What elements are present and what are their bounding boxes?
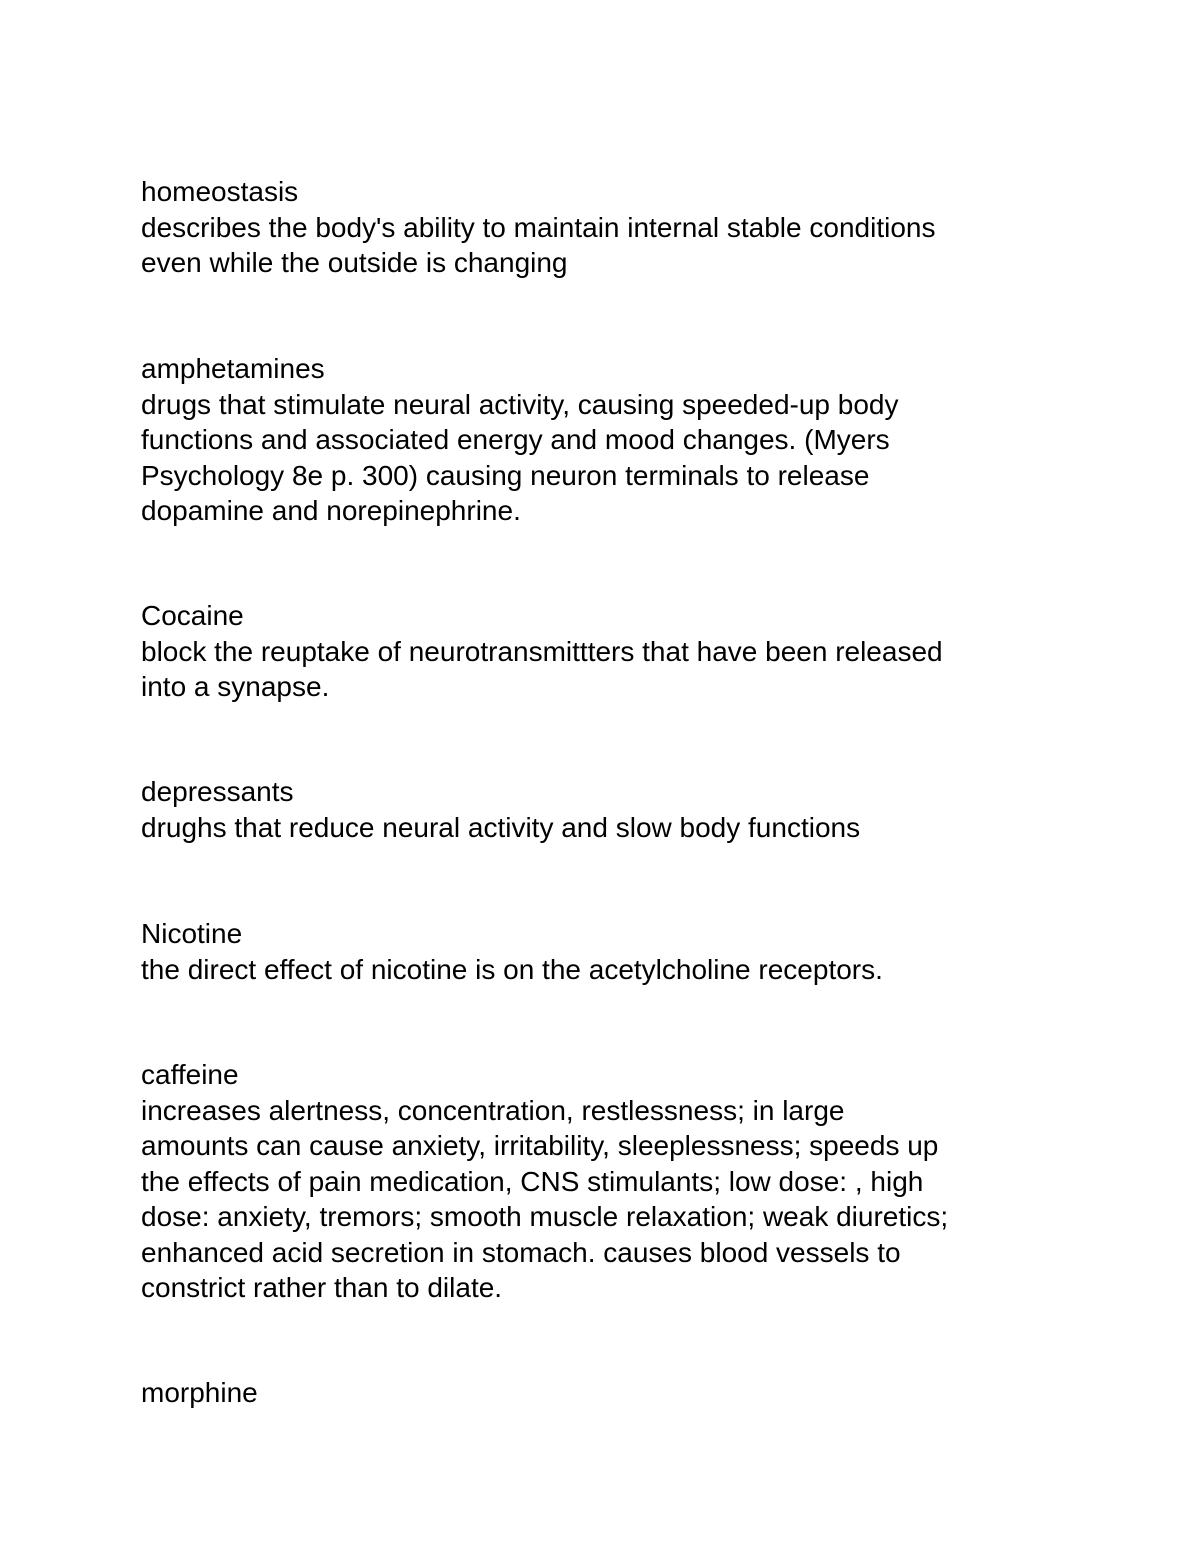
entry-term: homeostasis [141,176,299,207]
entry-caffeine [141,1057,1081,1306]
entry-definition: increases alertness, concentration, restlessness; in large amounts can cause anxiety, irritability, sleeplessness; speeds up the effects of pain medication, CNS stimulants; low dose: , high dose: anxiety, tremors; smooth muscle relaxation; weak diuretics; enhanced acid secretion in stomach. causes blood vessels to constrict rather than to dilate. [141,1094,949,1303]
entry-morphine [141,1375,1081,1411]
entry-amphetamines [141,351,1081,529]
entry-term: morphine [141,1377,258,1408]
entry-definition: the direct effect of nicotine is on the acetylcholine receptors. [141,953,883,985]
entry-term: Cocaine [141,600,244,631]
entry-cocaine [141,598,1081,705]
entry-definition: block the reuptake of neurotransmittters that have been released into a synapse. [141,635,943,702]
entry-depressants [141,774,1081,845]
entry-definition: drugs that stimulate neural activity, causing speeded-up body functions and associated energy and mood changes. (Myers Psychology 8e p. 300) causing neuron terminals to release dopamine and norepinephrine. [141,388,899,526]
entry-term: caffeine [141,1059,239,1090]
entry-definition: drughs that reduce neural activity and slow body functions [141,811,861,843]
entry-definition: describes the body's ability to maintain internal stable conditions even while the outside is changing [141,211,936,278]
entry-term: depressants [141,776,294,807]
entry-term: Nicotine [141,918,243,949]
entry-homeostasis [141,174,1081,281]
entry-term: amphetamines [141,353,325,384]
entry-nicotine [141,916,1081,987]
